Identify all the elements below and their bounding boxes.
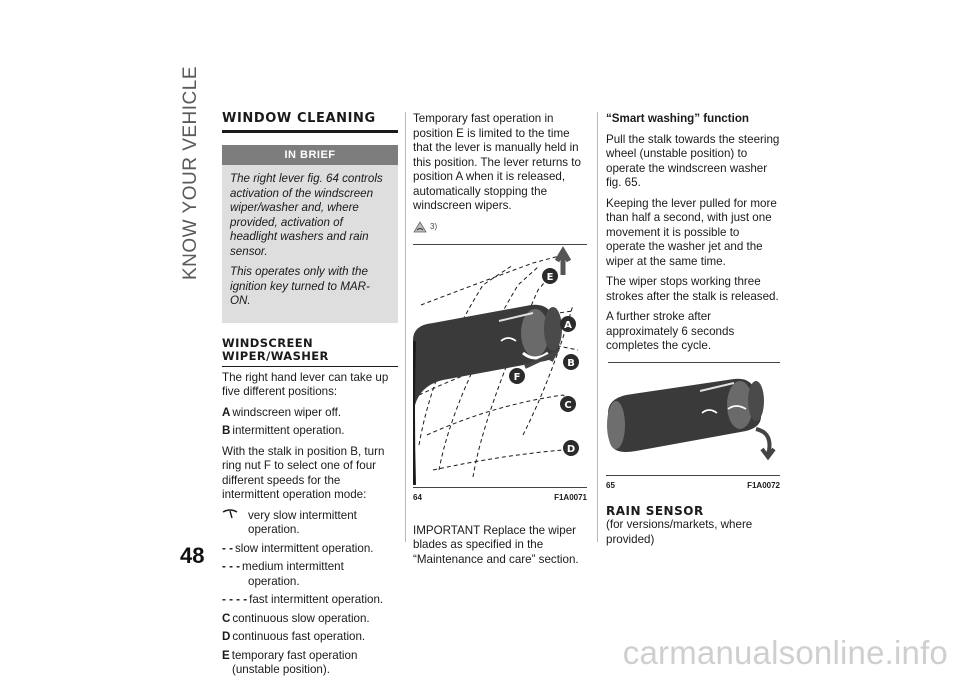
label-badge-f: [509, 368, 525, 389]
speed-mode-item: - - slow intermittent operation.: [222, 541, 374, 555]
watermark-text: carmanualsonline.info: [622, 634, 948, 671]
body-text: Pull the stalk towards the steering wheel (unstable position) to operate the windscreen washer fig. 65.: [606, 132, 780, 189]
speed-mode-item: - - - medium intermittent operation.: [222, 560, 344, 588]
in-brief-text: The right lever fig. 64 controls activation of the windscreen wiper/washer and, where provided, activation of headlight washers and rain sensor.: [230, 172, 383, 258]
column-1: [222, 112, 398, 682]
column-2: [413, 112, 587, 573]
speed-mode-item: very slow intermittent operation.: [222, 509, 398, 538]
svg-text:F: F: [513, 372, 521, 383]
figure-number: 65: [606, 480, 615, 490]
svg-text:E: E: [546, 272, 554, 283]
figure-code: F1A0071: [554, 493, 587, 502]
label-badge-e: [542, 268, 558, 289]
important-note: IMPORTANT Replace the wiper blades as specified in the “Maintenance and care” section.: [413, 523, 579, 566]
speed-mode-item: - - - - fast intermittent operation.: [222, 593, 384, 606]
label-badge-b: [563, 354, 579, 375]
svg-text:A: A: [564, 320, 572, 331]
reference-number: 3): [430, 221, 438, 231]
warning-icon: [413, 221, 427, 233]
body-text: A further stroke after approximately 6 seconds completes the cycle.: [606, 310, 735, 352]
body-text: Keeping the lever pulled for more than half a second, with just one movement it is possible to operate the washer jet and the wiper at the same time.: [606, 196, 777, 268]
body-text: The right hand lever can take up five different positions:: [222, 370, 389, 398]
in-brief-box: [222, 145, 398, 323]
label-badge-c: [560, 396, 576, 417]
title-rule: [222, 130, 398, 133]
position-item: B intermittent operation.: [222, 424, 345, 437]
label-badge-d: [563, 440, 579, 461]
wiper-stalk-illustration: [413, 245, 587, 485]
section-title: WINDOW CLEANING: [222, 111, 376, 126]
side-tab-section: [176, 65, 204, 280]
column-divider: [597, 112, 598, 542]
column-divider: [405, 112, 406, 542]
in-brief-text: This operates only with the ignition key turned to MAR-ON.: [230, 265, 370, 307]
svg-text:D: D: [566, 444, 576, 455]
body-text: Temporary fast operation in position E is limited to the time that the lever is manually held in this position. The lever returns to position A when it is released, automatically stopping the windscreen wipers.: [413, 112, 581, 212]
smart-washing-title: “Smart washing” function: [606, 112, 749, 125]
stalk-pull-illustration: [606, 363, 780, 473]
figure-code: F1A0072: [747, 480, 780, 490]
wiper-icon: [222, 509, 246, 524]
in-brief-header: IN BRIEF: [222, 145, 398, 166]
svg-text:B: B: [567, 358, 575, 369]
svg-text:C: C: [564, 400, 572, 411]
column-3: [606, 112, 780, 553]
warning-reference: [413, 220, 587, 235]
rain-sensor-title: RAIN SENSOR: [606, 504, 704, 518]
rain-sensor-note: (for versions/markets, where provided): [606, 518, 753, 546]
figure-caption: [606, 476, 780, 494]
subtitle-rule: [222, 366, 398, 367]
label-badge-a: [560, 316, 576, 337]
subsection-title: WINDSCREEN WIPER/WASHER: [222, 335, 329, 363]
page-number: 48: [180, 543, 205, 568]
figure-caption: [413, 488, 587, 506]
position-item: D continuous fast operation.: [222, 630, 366, 643]
figure-65: [606, 362, 780, 494]
body-text: With the stalk in position B, turn ring nut F to select one of four different speeds for the intermittent operation mode:: [222, 444, 385, 501]
side-tab-label: KNOW YOUR VEHICLE: [180, 65, 201, 280]
position-item: A windscreen wiper off.: [222, 405, 342, 419]
body-text: The wiper stops working three strokes after the stalk is released.: [606, 275, 779, 303]
figure-number: 64: [413, 493, 422, 502]
figure-64: [413, 244, 587, 506]
position-item: E temporary fast operation (unstable position).: [222, 648, 358, 676]
position-item: C continuous slow operation.: [222, 611, 370, 625]
